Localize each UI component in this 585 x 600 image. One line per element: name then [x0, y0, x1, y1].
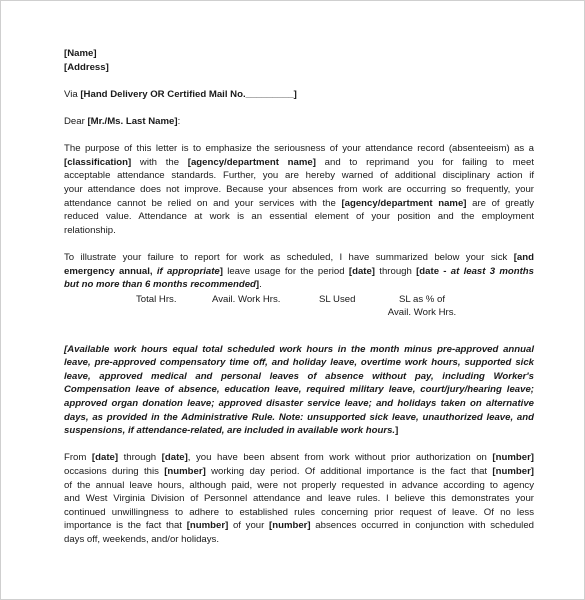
- italic-span: at least 3 months: [450, 265, 534, 277]
- letter-body: [64, 47, 534, 547]
- text-span: , you have been absent from work without prior authorization on: [187, 452, 493, 464]
- paragraph-line: [64, 156, 534, 170]
- italic-span: suspensions, if attendance-related, are included in available work hours.: [64, 425, 396, 437]
- recipient-name: [64, 47, 534, 61]
- text-span: ]: [395, 425, 399, 437]
- date-placeholder: [date]: [91, 452, 119, 464]
- text-span: through: [118, 452, 162, 464]
- paragraph-line: [64, 451, 534, 465]
- bold-span: [64, 266, 223, 277]
- italic-span: approved organ donation leave; approved disaster service leave; and holidays taken on alternative: [64, 398, 534, 410]
- paragraph-line: The purpose of this letter is to emphasize the seriousness of your attendance record (absenteeism) as a: [64, 143, 534, 155]
- paragraph-line: days off, weekends, and/or holidays.: [64, 534, 220, 545]
- bold-span: [416, 266, 534, 277]
- italic-span: Compensation leave of absence, education leave, required military leave, court/jury/hearing leave;: [64, 384, 534, 396]
- date-placeholder: [date]: [161, 452, 188, 464]
- text-span: absences occurred in conjunction with scheduled: [310, 520, 534, 532]
- paragraph-line: [64, 278, 534, 292]
- italic-span: if appropriate: [156, 265, 220, 277]
- number-placeholder: [number]: [269, 520, 311, 532]
- text-span: .: [259, 279, 262, 291]
- text-span: [date -: [416, 265, 451, 277]
- text-span: emergency annual,: [64, 265, 157, 277]
- text-span: From: [64, 452, 92, 464]
- paragraph-line: [64, 197, 534, 211]
- available-hours-note: [64, 343, 534, 438]
- leave-summary-table-header: [64, 293, 534, 321]
- paragraph-line: relationship.: [64, 224, 116, 236]
- text-span: occasions during this: [64, 466, 165, 478]
- text-span: leave usage for the period: [222, 265, 349, 277]
- date-placeholder: [date]: [348, 265, 376, 277]
- paragraph-line: [64, 519, 534, 533]
- address-placeholder: [Address]: [64, 61, 109, 73]
- text-span: attendance cannot be relied on and your services with the: [64, 197, 342, 209]
- paragraph-purpose: [64, 142, 534, 237]
- paragraph-line: continued unwillingness to adhere to established rules concerning prior request of leave. Of no less: [64, 506, 534, 518]
- text-span: working day period. Of additional importance is the fact that: [205, 466, 493, 478]
- bold-span: [and: [513, 251, 534, 263]
- italic-span: days, as provided in the Administrative Rule. Note: unsupported sick leave, unauthorized leave, and: [64, 411, 534, 423]
- recipient-address: [64, 61, 534, 75]
- salutation-suffix: :: [177, 115, 181, 127]
- paragraph-line: acceptable attendance standards. Further, you are hereby warned of additional disciplinary action if: [64, 170, 534, 182]
- salutation-name: [Mr./Ms. Last Name]: [87, 115, 178, 127]
- agency-placeholder: [agency/department name]: [187, 156, 316, 168]
- text-span: through: [375, 265, 417, 277]
- italic-span: leave, approved medical and personal leaves of absence without pay, including Worker's: [64, 370, 534, 382]
- paragraph-line: [64, 370, 534, 384]
- paragraph-absences: [64, 451, 534, 546]
- paragraph-line: [64, 343, 534, 357]
- paragraph-line: [64, 265, 534, 279]
- text-span: To illustrate your failure to report for work as scheduled, I have summarized below your sick: [64, 251, 514, 263]
- bold-span: [64, 279, 259, 290]
- classification-placeholder: [classification]: [64, 156, 132, 168]
- italic-span: leave, pre-approved compensatory time off, and holiday leave, overtime work hours, supported sick: [64, 357, 534, 369]
- number-placeholder: [number]: [492, 466, 534, 478]
- paragraph-line: [64, 465, 534, 479]
- text-span: importance is the fact that: [64, 520, 187, 532]
- salutation-prefix: Dear: [64, 115, 88, 127]
- paragraph-line: [64, 251, 534, 265]
- delivery-method: [Hand Delivery OR Certified Mail No._________]: [80, 88, 297, 100]
- number-placeholder: [number]: [186, 520, 229, 532]
- text-span: are of greatly: [466, 197, 534, 209]
- column-header-avail-work-hrs: Avail. Work Hrs.: [212, 293, 281, 305]
- text-span: ]: [219, 265, 223, 277]
- salutation: [64, 115, 534, 129]
- italic-span: but no more than 6 months recommended: [64, 279, 256, 291]
- column-header-sl-used: SL Used: [319, 293, 356, 305]
- text-span: with the: [131, 156, 188, 168]
- paragraph-line: and West Virginia Division of Personnel attendance and leave rules. I believe this demonstrates your: [64, 493, 534, 505]
- name-placeholder: [Name]: [64, 48, 97, 59]
- number-placeholder: [number]: [492, 452, 534, 464]
- column-header-sl-percent: [387, 293, 457, 320]
- text-span: of your: [228, 520, 270, 532]
- text-span: ]: [255, 279, 260, 291]
- paragraph-line: your attendance does not improve. Because your absences from work are occurring so frequently, your: [64, 183, 534, 195]
- paragraph-line: [64, 397, 534, 411]
- paragraph-line: [64, 424, 534, 438]
- via-prefix: Via: [64, 88, 81, 100]
- italic-span: [Available work hours equal total scheduled work hours in the month minus pre-approved annual: [64, 343, 534, 355]
- paragraph-line: [64, 383, 534, 397]
- column-header-sl-percent-line1: SL as % of: [398, 293, 446, 305]
- text-span: and to reprimand you for failing to meet: [315, 156, 534, 168]
- column-header-total-hrs: Total Hrs.: [136, 293, 177, 305]
- number-placeholder: [number]: [164, 466, 206, 478]
- paragraph-line: of the annual leave hours, although paid, were not properly requested in advance according to agency: [64, 479, 534, 491]
- column-header-sl-percent-line2: Avail. Work Hrs.: [387, 307, 457, 319]
- paragraph-line: [64, 356, 534, 370]
- paragraph-summary: [64, 251, 534, 292]
- agency-placeholder: [agency/department name]: [341, 197, 467, 209]
- paragraph-line: reduced value. Attendance at work is an essential element of your position and the employment: [64, 211, 534, 223]
- delivery-method-line: [64, 88, 534, 102]
- paragraph-line: [64, 411, 534, 425]
